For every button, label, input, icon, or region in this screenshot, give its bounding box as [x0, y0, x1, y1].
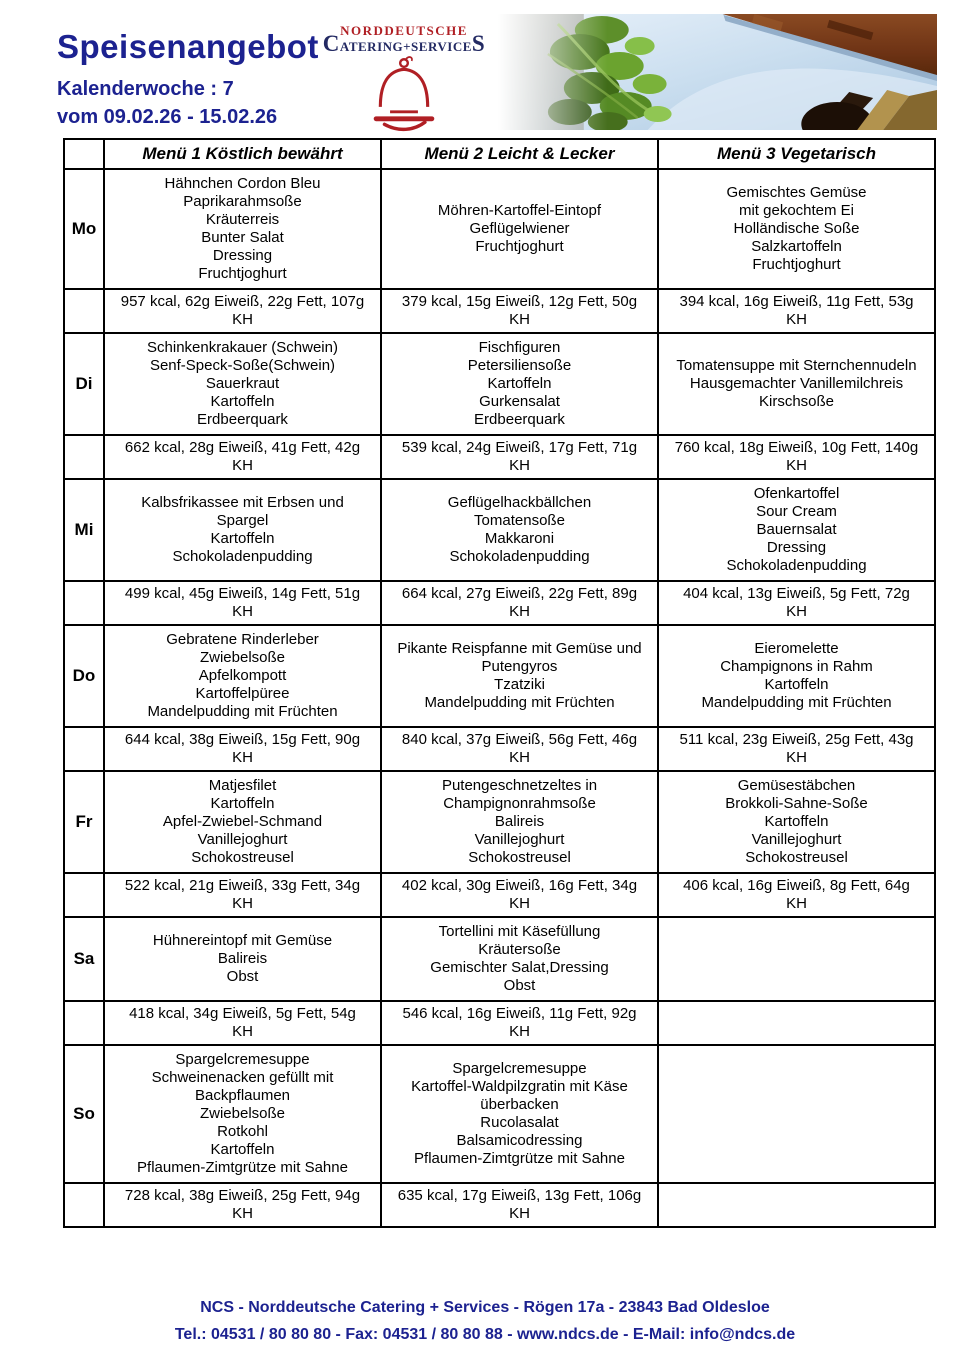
menu-item: Kartoffeln: [210, 530, 275, 547]
menu-item: Gemischtes Gemüse: [726, 184, 867, 201]
day-label: Mi: [64, 479, 104, 581]
nutrition-text: 522 kcal, 21g Eiweiß, 33g Fett, 34g: [124, 877, 361, 894]
menu-item: Schokostreusel: [191, 849, 294, 866]
menu-items-cell: [381, 1045, 658, 1183]
menu-item: Kräuterreis: [205, 211, 280, 228]
menu-item: Tortellini mit Käsefüllung: [438, 923, 601, 940]
menu-item: Schweinenacken gefüllt mit: [151, 1069, 334, 1086]
menu-item: Ofenkartoffel: [753, 485, 840, 502]
day-empty-cell: [64, 727, 104, 771]
menu-item: Schokoladenpudding: [449, 548, 590, 565]
nutrition-text: 499 kcal, 45g Eiweiß, 14g Fett, 51g: [124, 585, 361, 602]
nutrition-cell: [104, 435, 381, 479]
menu-items-cell: [658, 479, 935, 581]
page-footer: [0, 1294, 970, 1348]
nutrition-text: 394 kcal, 16g Eiweiß, 11g Fett, 53g: [679, 293, 914, 310]
menu-items-cell: [381, 917, 658, 1001]
day-label: Di: [64, 333, 104, 435]
nutrition-cell: [658, 289, 935, 333]
menu-item: Zwiebelsoße: [199, 1105, 286, 1122]
nutrition-text: 379 kcal, 15g Eiweiß, 12g Fett, 50g: [401, 293, 638, 310]
nutrition-text: 664 kcal, 27g Eiweiß, 22g Fett, 89g: [401, 585, 638, 602]
menu-item: Rucolasalat: [480, 1114, 559, 1131]
nutrition-text: KH: [786, 311, 807, 328]
day-label: Mo: [64, 169, 104, 289]
nutrition-row-mi: [64, 581, 935, 625]
company-logo: [316, 24, 492, 137]
nutrition-cell: [381, 581, 658, 625]
nutrition-cell: [104, 581, 381, 625]
menu-item: Tomatensuppe mit Sternchennudeln: [676, 357, 917, 374]
nutrition-text: KH: [509, 895, 530, 912]
menu-item: Dressing: [766, 539, 827, 556]
menu-item: Sauerkraut: [205, 375, 280, 392]
menu-item: Pflaumen-Zimtgrütze mit Sahne: [137, 1159, 348, 1176]
menu-items-cell: [104, 479, 381, 581]
menu-item: Spargelcremesuppe: [452, 1060, 587, 1077]
menu-item: Apfelkompott: [198, 667, 287, 684]
menu-item: Gemischter Salat,Dressing: [430, 959, 609, 976]
menu-item: Schokoladenpudding: [172, 548, 313, 565]
menu-item: Mandelpudding mit Früchten: [147, 703, 338, 720]
menu-item: Hausgemachter Vanillemilchreis: [689, 375, 904, 392]
menu-items-cell: [104, 771, 381, 873]
menu-item: Rotkohl: [217, 1123, 268, 1140]
menu1-column-header: Menü 1 Köstlich bewährt: [104, 139, 381, 169]
weekly-menu-table: [63, 138, 936, 1228]
day-empty-cell: [64, 873, 104, 917]
nutrition-row-fr: [64, 873, 935, 917]
nutrition-text: KH: [786, 457, 807, 474]
day-label: Do: [64, 625, 104, 727]
menu-item: Sour Cream: [756, 503, 837, 520]
nutrition-cell: [658, 873, 935, 917]
nutrition-text: KH: [232, 895, 253, 912]
menu-item: Bauernsalat: [756, 521, 837, 538]
menu-item: Kartoffeln: [487, 375, 552, 392]
menu-item: Brokkoli-Sahne-Soße: [725, 795, 868, 812]
menu-item: Fischfiguren: [478, 339, 561, 356]
menu-items-cell: [658, 917, 935, 1001]
menu2-column-header: Menü 2 Leicht & Lecker: [381, 139, 658, 169]
menu-item: Senf-Speck-Soße(Schwein): [149, 357, 336, 374]
nutrition-cell: [658, 435, 935, 479]
menu-item: Matjesfilet: [208, 777, 277, 794]
menu-item: Eieromelette: [754, 640, 839, 657]
nutrition-text: 546 kcal, 16g Eiweiß, 11g Fett, 92g: [402, 1005, 637, 1022]
menu-items-cell: [381, 771, 658, 873]
menu-item: Pikante Reispfanne mit Gemüse und: [397, 640, 642, 657]
menu-item: Schokostreusel: [468, 849, 571, 866]
menu-item: Kartoffel-Waldpilzgratin mit Käse: [411, 1078, 628, 1095]
menu-item: Erdbeerquark: [474, 411, 565, 428]
menu-item: überbacken: [480, 1096, 559, 1113]
menu-item: Fruchtjoghurt: [198, 265, 287, 282]
nutrition-text: 406 kcal, 16g Eiweiß, 8g Fett, 64g: [683, 877, 910, 894]
menu-row-do: [64, 625, 935, 727]
day-label: So: [64, 1045, 104, 1183]
menu-item: Fruchtjoghurt: [475, 238, 564, 255]
date-range-label: vom 09.02.26 - 15.02.26: [57, 106, 278, 128]
nutrition-cell: [658, 1183, 935, 1227]
nutrition-text: 760 kcal, 18g Eiweiß, 10g Fett, 140g: [674, 439, 919, 456]
menu-item: Putengyros: [481, 658, 558, 675]
nutrition-cell: [104, 1001, 381, 1045]
nutrition-text: 418 kcal, 34g Eiweiß, 5g Fett, 54g: [129, 1005, 356, 1022]
menu-item: Holländische Soße: [733, 220, 860, 237]
nutrition-text: 402 kcal, 30g Eiweiß, 16g Fett, 34g: [401, 877, 638, 894]
nutrition-cell: [104, 1183, 381, 1227]
header-photo: [498, 14, 937, 130]
menu-item: Balireis: [217, 950, 268, 967]
menu-item: Erdbeerquark: [197, 411, 288, 428]
menu-row-di: [64, 333, 935, 435]
nutrition-text: 644 kcal, 38g Eiweiß, 15g Fett, 90g: [124, 731, 361, 748]
menu-item: Hühnereintopf mit Gemüse: [152, 932, 333, 949]
page-title: Speisenangebot: [57, 28, 319, 65]
nutrition-cell: [104, 727, 381, 771]
nutrition-text: KH: [232, 457, 253, 474]
menu-item: Gebratene Rinderleber: [166, 631, 319, 648]
nutrition-text: KH: [232, 311, 253, 328]
day-label: Fr: [64, 771, 104, 873]
menu-item: Kirschsoße: [758, 393, 835, 410]
menu-item: Kartoffelpüree: [195, 685, 290, 702]
menu-item: Schinkenkrakauer (Schwein): [147, 339, 338, 356]
nutrition-text: 728 kcal, 38g Eiweiß, 25g Fett, 94g: [124, 1187, 361, 1204]
menu-item: Backpflaumen: [194, 1087, 291, 1104]
nutrition-text: 635 kcal, 17g Eiweiß, 13g Fett, 106g: [397, 1187, 642, 1204]
menu-item: Champignonrahmsoße: [443, 795, 596, 812]
menu3-column-header: Menü 3 Vegetarisch: [658, 139, 935, 169]
logo-text-catering-services: CATERING+SERVICES: [322, 31, 486, 56]
title-block: [57, 28, 319, 129]
nutrition-text: KH: [786, 895, 807, 912]
menu-row-mo: [64, 169, 935, 289]
menu-items-cell: [381, 479, 658, 581]
nutrition-row-sa: [64, 1001, 935, 1045]
menu-items-cell: [104, 333, 381, 435]
menu-item: Möhren-Kartoffel-Eintopf: [437, 202, 602, 219]
menu-item: Obst: [226, 968, 259, 985]
menu-item: Salzkartoffeln: [751, 238, 842, 255]
menu-item: Spargelcremesuppe: [175, 1051, 310, 1068]
nutrition-text: KH: [232, 1205, 253, 1222]
menu-item: Geflügelwiener: [469, 220, 570, 237]
menu-item: Makkaroni: [484, 530, 555, 547]
menu-item: Putengeschnetzeltes in: [441, 777, 598, 794]
nutrition-row-do: [64, 727, 935, 771]
menu-item: Geflügelhackbällchen: [447, 494, 592, 511]
footer-contact: Tel.: 04531 / 80 80 80 - Fax: 04531 / 80 80 88 - www.ndcs.de - E-Mail: info@ndcs.de: [174, 1326, 796, 1343]
nutrition-text: 404 kcal, 13g Eiweiß, 5g Fett, 72g: [683, 585, 910, 602]
day-empty-cell: [64, 289, 104, 333]
day-empty-cell: [64, 1183, 104, 1227]
menu-row-mi: [64, 479, 935, 581]
menu-items-cell: [658, 169, 935, 289]
menu-item: Schokoladenpudding: [726, 557, 867, 574]
menu-item: Kartoffeln: [210, 795, 275, 812]
menu-item: Balireis: [494, 813, 545, 830]
nutrition-text: 662 kcal, 28g Eiweiß, 41g Fett, 42g: [124, 439, 361, 456]
menu-item: Vanillejoghurt: [474, 831, 565, 848]
menu-items-cell: [104, 917, 381, 1001]
menu-item: mit gekochtem Ei: [738, 202, 855, 219]
nutrition-cell: [381, 289, 658, 333]
menu-item: Kartoffeln: [210, 1141, 275, 1158]
menu-row-sa: [64, 917, 935, 1001]
nutrition-text: KH: [786, 603, 807, 620]
nutrition-cell: [104, 289, 381, 333]
menu-items-cell: [104, 625, 381, 727]
menu-items-cell: [104, 1045, 381, 1183]
menu-item: Champignons in Rahm: [720, 658, 873, 675]
menu-item: Vanillejoghurt: [751, 831, 842, 848]
day-label: Sa: [64, 917, 104, 1001]
menu-item: Vanillejoghurt: [197, 831, 288, 848]
nutrition-cell: [381, 1183, 658, 1227]
nutrition-cell: [381, 435, 658, 479]
nutrition-text: KH: [509, 1205, 530, 1222]
nutrition-cell: [658, 727, 935, 771]
menu-items-cell: [658, 333, 935, 435]
menu-items-cell: [104, 169, 381, 289]
nutrition-text: KH: [232, 603, 253, 620]
menu-item: Gurkensalat: [479, 393, 560, 410]
menu-item: Zwiebelsoße: [199, 649, 286, 666]
nutrition-text: KH: [509, 1023, 530, 1040]
header-row: [64, 139, 935, 169]
page-header: [0, 0, 970, 138]
nutrition-text: 957 kcal, 62g Eiweiß, 22g Fett, 107g: [120, 293, 365, 310]
nutrition-cell: [381, 727, 658, 771]
nutrition-text: 539 kcal, 24g Eiweiß, 17g Fett, 71g: [401, 439, 638, 456]
menu-item: Kalbsfrikassee mit Erbsen und: [141, 494, 344, 511]
nutrition-row-di: [64, 435, 935, 479]
menu-item: Schokostreusel: [745, 849, 848, 866]
nutrition-cell: [658, 581, 935, 625]
menu-items-cell: [381, 625, 658, 727]
menu-items-cell: [381, 169, 658, 289]
nutrition-row-mo: [64, 289, 935, 333]
menu-item: Paprikarahmsoße: [183, 193, 302, 210]
menu-item: Obst: [503, 977, 536, 994]
menu-item: Mandelpudding mit Früchten: [424, 694, 615, 711]
menu-items-cell: [658, 625, 935, 727]
menu-item: Kartoffeln: [210, 393, 275, 410]
menu-item: Hähnchen Cordon Bleu: [164, 175, 321, 192]
nutrition-text: KH: [232, 1023, 253, 1040]
menu-item: Dressing: [212, 247, 273, 264]
menu-row-so: [64, 1045, 935, 1183]
nutrition-text: KH: [509, 749, 530, 766]
day-empty-cell: [64, 1001, 104, 1045]
day-empty-cell: [64, 435, 104, 479]
menu-item: Petersiliensoße: [467, 357, 572, 374]
calendar-week-label: Kalenderwoche : 7: [57, 78, 234, 100]
menu-items-cell: [658, 1045, 935, 1183]
menu-item: Bunter Salat: [201, 229, 284, 246]
menu-row-fr: [64, 771, 935, 873]
menu-item: Kartoffeln: [764, 813, 829, 830]
nutrition-cell: [381, 1001, 658, 1045]
menu-item: Apfel-Zwiebel-Schmand: [162, 813, 323, 830]
day-empty-cell: [64, 581, 104, 625]
menu-item: Spargel: [216, 512, 269, 529]
menu-item: Tomatensoße: [474, 512, 565, 529]
menu-item: Gemüsestäbchen: [737, 777, 856, 794]
nutrition-text: 511 kcal, 23g Eiweiß, 25g Fett, 43g: [679, 731, 914, 748]
logo-text-norddeutsche: NORDDEUTSCHE: [340, 23, 468, 38]
nutrition-text: KH: [509, 311, 530, 328]
day-column-header: [64, 139, 104, 169]
nutrition-text: KH: [509, 457, 530, 474]
menu-items-cell: [658, 771, 935, 873]
menu-item: Balsamicodressing: [456, 1132, 583, 1149]
nutrition-cell: [381, 873, 658, 917]
menu-item: Mandelpudding mit Früchten: [701, 694, 892, 711]
nutrition-cell: [104, 873, 381, 917]
menu-item: Pflaumen-Zimtgrütze mit Sahne: [414, 1150, 625, 1167]
nutrition-cell: [658, 1001, 935, 1045]
cloche-icon: [316, 54, 492, 137]
menu-item: Kartoffeln: [764, 676, 829, 693]
menu-item: Tzatziki: [494, 676, 545, 693]
nutrition-text: 840 kcal, 37g Eiweiß, 56g Fett, 46g: [401, 731, 638, 748]
nutrition-text: KH: [232, 749, 253, 766]
nutrition-row-so: [64, 1183, 935, 1227]
footer-address: NCS - Norddeutsche Catering + Services - Rögen 17a - 23843 Bad Oldesloe: [200, 1299, 770, 1316]
nutrition-text: KH: [786, 749, 807, 766]
menu-item: Kräutersoße: [478, 941, 561, 958]
menu-items-cell: [381, 333, 658, 435]
nutrition-text: KH: [509, 603, 530, 620]
menu-item: Fruchtjoghurt: [752, 256, 841, 273]
